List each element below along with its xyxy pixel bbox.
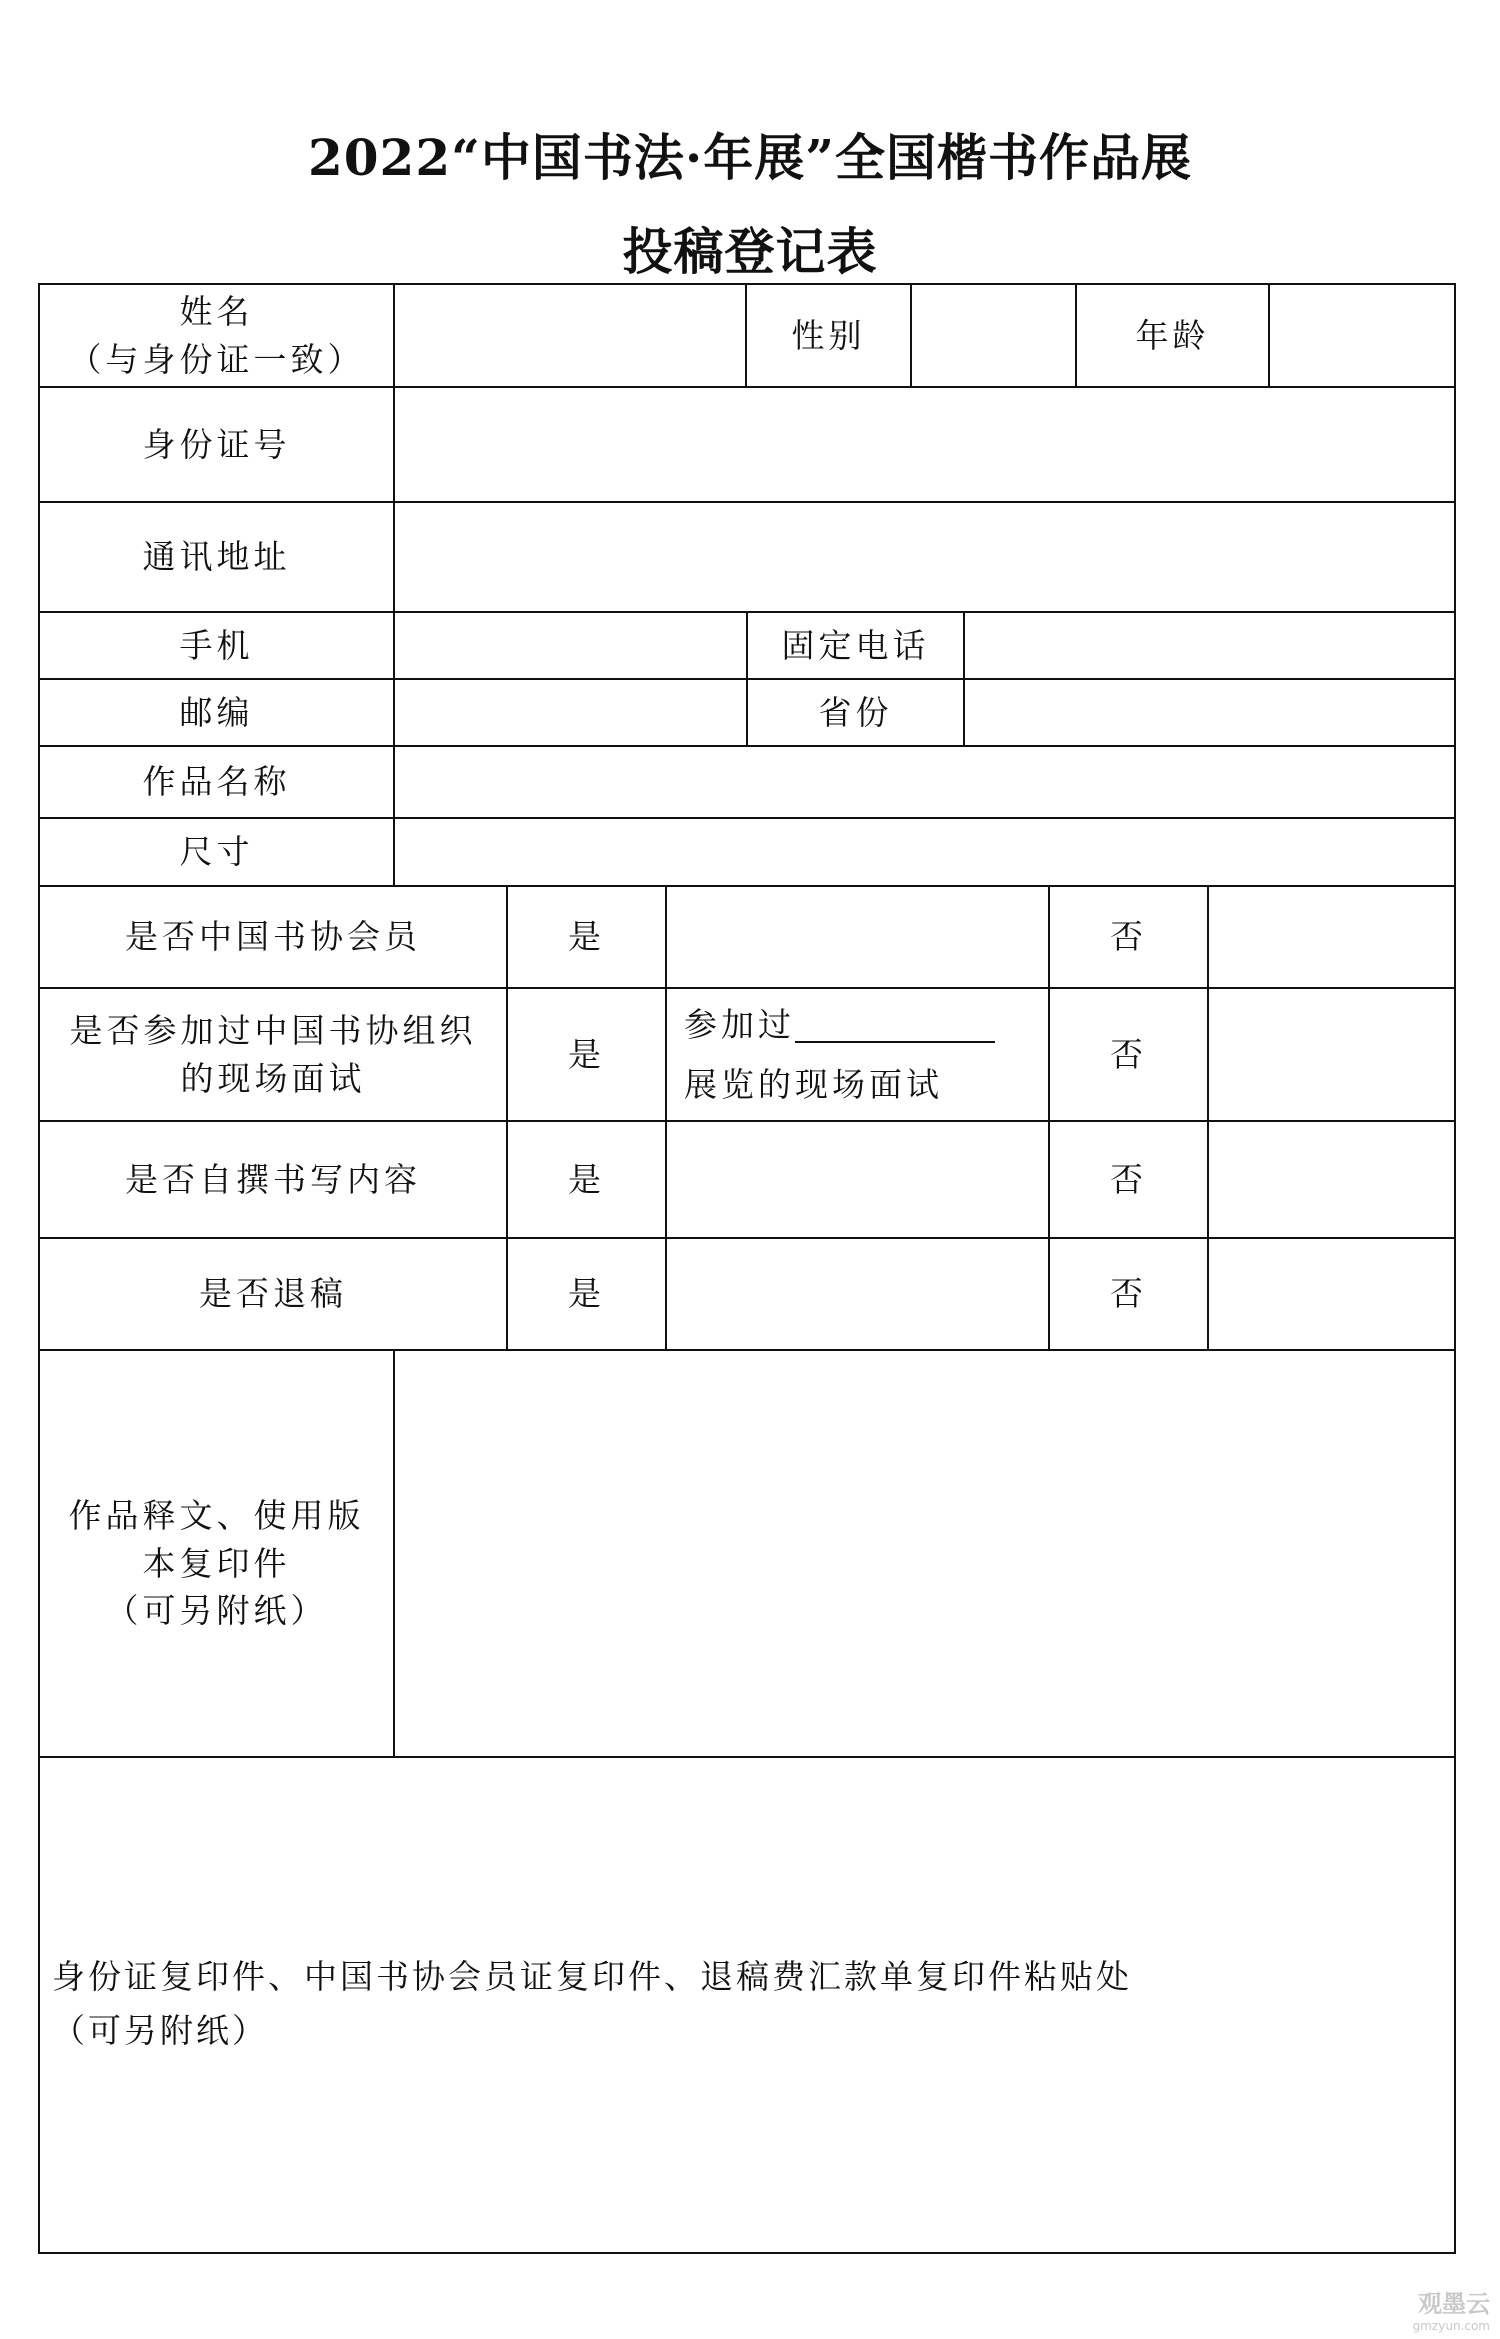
interview-no-label: 否 [1110,1034,1147,1074]
id-number-label: 身份证号 [142,424,291,464]
member-no-label: 否 [1110,917,1147,957]
interview-question-line1: 是否参加过中国书协组织 [69,1010,477,1050]
size-label: 尺寸 [179,832,254,872]
age-label: 年龄 [1135,315,1210,355]
landline-label: 固定电话 [781,625,930,665]
member-yes-label: 是 [568,917,605,957]
name-label: 姓名 [179,291,254,331]
work-title-field[interactable] [395,747,1452,817]
text-copy-line1: 作品释文、使用版 [68,1495,365,1535]
mobile-label: 手机 [179,625,254,665]
interview-question-line2: 的现场面试 [180,1058,366,1098]
watermark-logo: 观墨云 [1418,2290,1490,2318]
watermark-url: gmzyun.com [1412,2319,1490,2333]
interview-yes-label: 是 [568,1034,605,1074]
province-field[interactable] [965,680,1452,745]
name-label-cell [40,285,393,386]
interview-detail-prefix: 参加过 [684,1004,795,1044]
interview-detail[interactable] [684,989,1048,1120]
member-no-field[interactable] [1209,887,1452,987]
interview-no-field[interactable] [1209,989,1452,1120]
interview-exhibition-blank[interactable] [795,1011,995,1043]
paste-area-line1: 身份证复印件、中国书协会员证复印件、退稿费汇款单复印件粘贴处 [52,1957,1132,1997]
work-title-label: 作品名称 [142,762,291,802]
address-label: 通讯地址 [142,537,291,577]
landline-field[interactable] [965,613,1452,678]
postcode-label: 邮编 [179,692,254,732]
self-written-question: 是否自撰书写内容 [125,1159,421,1199]
gender-field[interactable] [912,285,1075,386]
paste-area-line2: （可另附纸） [52,2011,268,2050]
text-copy-label [40,1351,393,1756]
return-yes-field[interactable] [667,1239,1048,1349]
self-written-no-field[interactable] [1209,1122,1452,1237]
return-question: 是否退稿 [199,1274,347,1314]
return-no-field[interactable] [1209,1239,1452,1349]
interview-detail-suffix: 展览的现场面试 [684,1064,943,1104]
text-copy-line2: 本复印件 [142,1543,291,1583]
member-question: 是否中国书协会员 [125,917,421,957]
return-no-label: 否 [1110,1274,1147,1314]
size-field[interactable] [395,819,1452,885]
interview-question [40,989,506,1120]
return-yes-label: 是 [568,1274,605,1314]
form-title: 2022“中国书法·年展”全国楷书作品展 [307,128,1193,187]
id-number-field[interactable] [395,388,1452,501]
province-label: 省份 [818,692,893,732]
text-copy-line3: （可另附纸） [105,1591,328,1631]
name-field[interactable] [395,285,745,386]
self-written-yes-label: 是 [568,1159,605,1199]
postcode-field[interactable] [395,680,746,745]
self-written-no-label: 否 [1110,1159,1147,1199]
paste-area[interactable] [52,1758,1442,2250]
gender-label: 性别 [791,315,866,355]
address-field[interactable] [395,503,1452,611]
self-written-yes-field[interactable] [667,1122,1048,1237]
member-yes-field[interactable] [667,887,1048,987]
watermark [1413,2284,1490,2333]
mobile-field[interactable] [395,613,746,678]
age-field[interactable] [1270,285,1452,386]
form-subtitle: 投稿登记表 [622,222,878,281]
name-note: （与身份证一致） [68,339,365,379]
text-copy-field[interactable] [395,1351,1452,1756]
